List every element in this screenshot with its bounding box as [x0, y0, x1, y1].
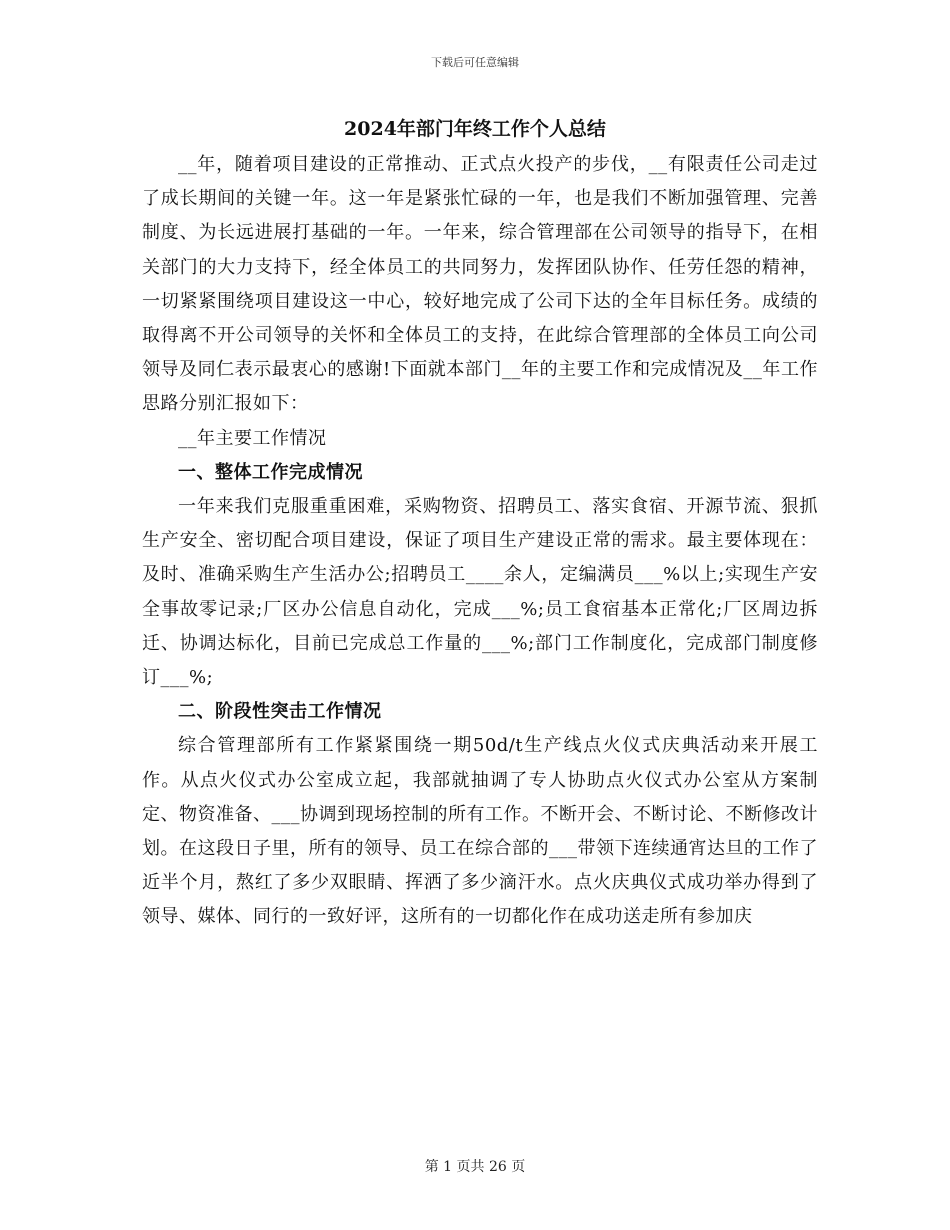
section2-heading: 二、阶段性突击工作情况 — [178, 701, 382, 723]
header-note: 下载后可任意编辑 — [431, 56, 519, 69]
section1-paragraph: 一年来我们克服重重困难，采购物资、招聘员工、落实食宿、开源节流、狠抓生产安全、密切配合项目建设，保证了项目生产建设正常的需求。最主要体现在：及时、准确采购生产生活办公;招聘员工____余人，定编满员___%以上;实现生产安全事故零记录;厂区办公信息自动化，完成___%;员工食宿基本正常化;厂区周边拆迁、协调达标化，目前已完成总工作量的___%;部门工作制度化，完成部门制度修订___%; — [142, 496, 818, 689]
document-title: 2024年部门年终工作个人总结 — [344, 118, 606, 140]
subheading-line: __年主要工作情况 — [178, 427, 327, 449]
page-number: 第 1 页共 26 页 — [424, 1159, 526, 1175]
section1-heading: 一、整体工作完成情况 — [178, 461, 363, 483]
intro-paragraph: __年，随着项目建设的正常推动、正式点火投产的步伐，__有限责任公司走过了成长期间的关键一年。这一年是紧张忙碌的一年，也是我们不断加强管理、完善制度、为长远进展打基础的一年。一年来，综合管理部在公司领导的指导下，在相关部门的大力支持下，经全体员工的共同努力，发挥团队协作、任劳任怨的精神，一切紧紧围绕项目建设这一中心，较好地完成了公司下达的全年目标任务。成绩的取得离不开公司领导的关怀和全体员工的支持，在此综合管理部的全体员工向公司领导及同仁表示最衷心的感谢!下面就本部门__年的主要工作和完成情况及__年工作思路分别汇报如下： — [142, 154, 818, 415]
section2-paragraph: 综合管理部所有工作紧紧围绕一期50d/t生产线点火仪式庆典活动来开展工作。从点火仪式办公室成立起，我部就抽调了专人协助点火仪式办公室从方案制定、物资准备、___协调到现场控制的所有工作。不断开会、不断讨论、不断修改计划。在这段日子里，所有的领导、员工在综合部的___带领下连续通宵达旦的工作了近半个月，熬红了多少双眼睛、挥洒了多少滴汗水。点火庆典仪式成功举办得到了领导、媒体、同行的一致好评，这所有的一切都化作在成功送走所有参加庆 — [142, 735, 818, 928]
document-body — [142, 148, 818, 935]
